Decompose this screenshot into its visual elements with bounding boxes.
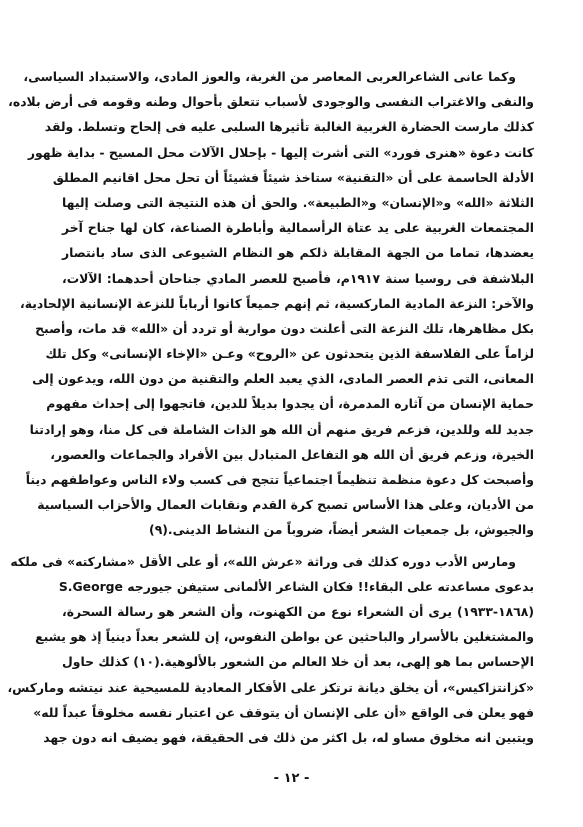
text-line: الأدلة الحاسمة على أن «التقنية» ستاخذ شيئاً فشيئاً أن تحل محل اقانيم المطلق [52,169,534,185]
text-line: والنفى والاغتراب النفسى والوجودى لأسباب تتعلق بأحوال وطنه وقومه فى أرض بلاده، [8,94,534,110]
text-line: والجيوش، بل جمعيات الشعر أيضاً، ضروباً من النشاط الدينى.(٩) [149,522,534,538]
text-line: وأصبحت كل دعوة منظمة تنظيماً اجتماعياً تتجح فى كسب ولاء الناس وعواطفهم ديناً [25,472,534,487]
text-line: فهو يعلن فى الواقع «أن على الإنسان أن يتوقف عن اعتبار نفسه مخلوقاً عبداً لله» [33,704,534,720]
text-line: الخيرة، وزعم فريق أن الله هو التفاعل المتبادل بين الأفراد والجماعات والعصور، [50,446,534,462]
text-line: الإحساس بما هو إلهى، بعد أن خلا العالم من الشعور بالألوهية.(١٠) كذلك حاول [62,654,534,670]
text-line: وكما عانى الشاعرالعربى المعاصر من الغربة، والعوز المادى، والاستبداد السياسى، [23,69,516,84]
text-line: المعانى، التى تذم العصر المادى، الذي يعبد العلم والتقنية من دون الله، ويدعون إلى [32,371,534,387]
text-line: بدعوى مساعدته على البقاء!! فكان الشاعر الألمانى ستيفن جيورجه S.George [58,578,534,594]
text-line: والآخر: النزعة المادية الماركسية، ثم إنهم جميعاً كانوا أرباباً للنزعة الإنسانية الإلحادية، [20,295,534,311]
text-line: (١٨٦٨-١٩٣٣) يرى أن الشعراء نوع من الكهنوت، وأن الشعر هو رسالة السحرة، [62,603,534,619]
text-line: البلاشفة فى روسيا سنة ١٩١٧م، فأصبح للعصر المادي جناحان أحدهما: الآلات، [62,270,535,286]
text-line: الثلاثة «الله» و«الإنسان» و«الطبيعة». والحق أن هذه النتيجة التى وصلت إليها [62,194,534,210]
page-number: - ١٢ - [273,771,310,786]
page-body [7,64,535,764]
text-line: كذلك مارست الحضارة الغربية الغالبة تأثيرها السلبى عليه فى إلحاح وتسلط. ولقد [44,119,534,135]
text-line: «كزانتزاكيس»، أن يخلق ديانة ترتكز على الأفكار المعادية للمسيحية عند نيتشه وماركس، [7,679,534,695]
text-line: والمشتغلين بالأسرار والباحثين عن بواطن النفوس، إن للشعر بعداً دينياً إذ هو يشبع [35,629,534,645]
text-line: المجتمعات الغربية على يد عتاة الرأسمالية وأباطرة الصناعة، كان لها جناح آخر [62,220,534,236]
text-line: يعضدها، تماما من الجهة المقابلة ذلكم هو النظام الشيوعى الذى ساد بانتصار [62,245,534,261]
text-line: حماية الإنسان من آثاره المدمرة، أن يجدوا بديلاً للدين، فاتجهوا إلى إحداث مفهوم [46,396,534,412]
paragraph-1 [8,64,535,543]
text-line: لزاماً على الفلاسفة الذين يتحدثون عن «الروح» وعـن «الإخاء الإنسانى» وكل تلك [45,346,534,362]
text-line: كانت دعوة «هنرى فورد» التى أشرت إليها - بإحلال الآلات محل المسيح - بداية ظهور [27,144,534,160]
text-line: جديد لله وللدين، فزعم فريق منهم أن الله هو الذات الشاملة فى كل منا، وهو إرادتنا [29,421,534,437]
text-line: بكل مظاهرها، تلك النزعة التى أعلنت دون موارية أو تردد أن «الله» قد مات، وأصبح [35,320,534,336]
text-line: من الأديان، وعلى هذا الأساس تصبح كرة القدم ونقابات العمال والأحزاب السياسية [37,497,534,513]
text-line: ومارس الأدب دوره كذلك فى وراثة «عرش الله»، أو على الأقل «مشاركته» فى ملكه [10,553,516,569]
text-line: ويتبين انه مخلوق مساو له، بل اكثر من ذلك فى الحقيقة، فهو يضيف انه دون جهد [43,729,534,745]
paragraph-2 [7,549,534,751]
